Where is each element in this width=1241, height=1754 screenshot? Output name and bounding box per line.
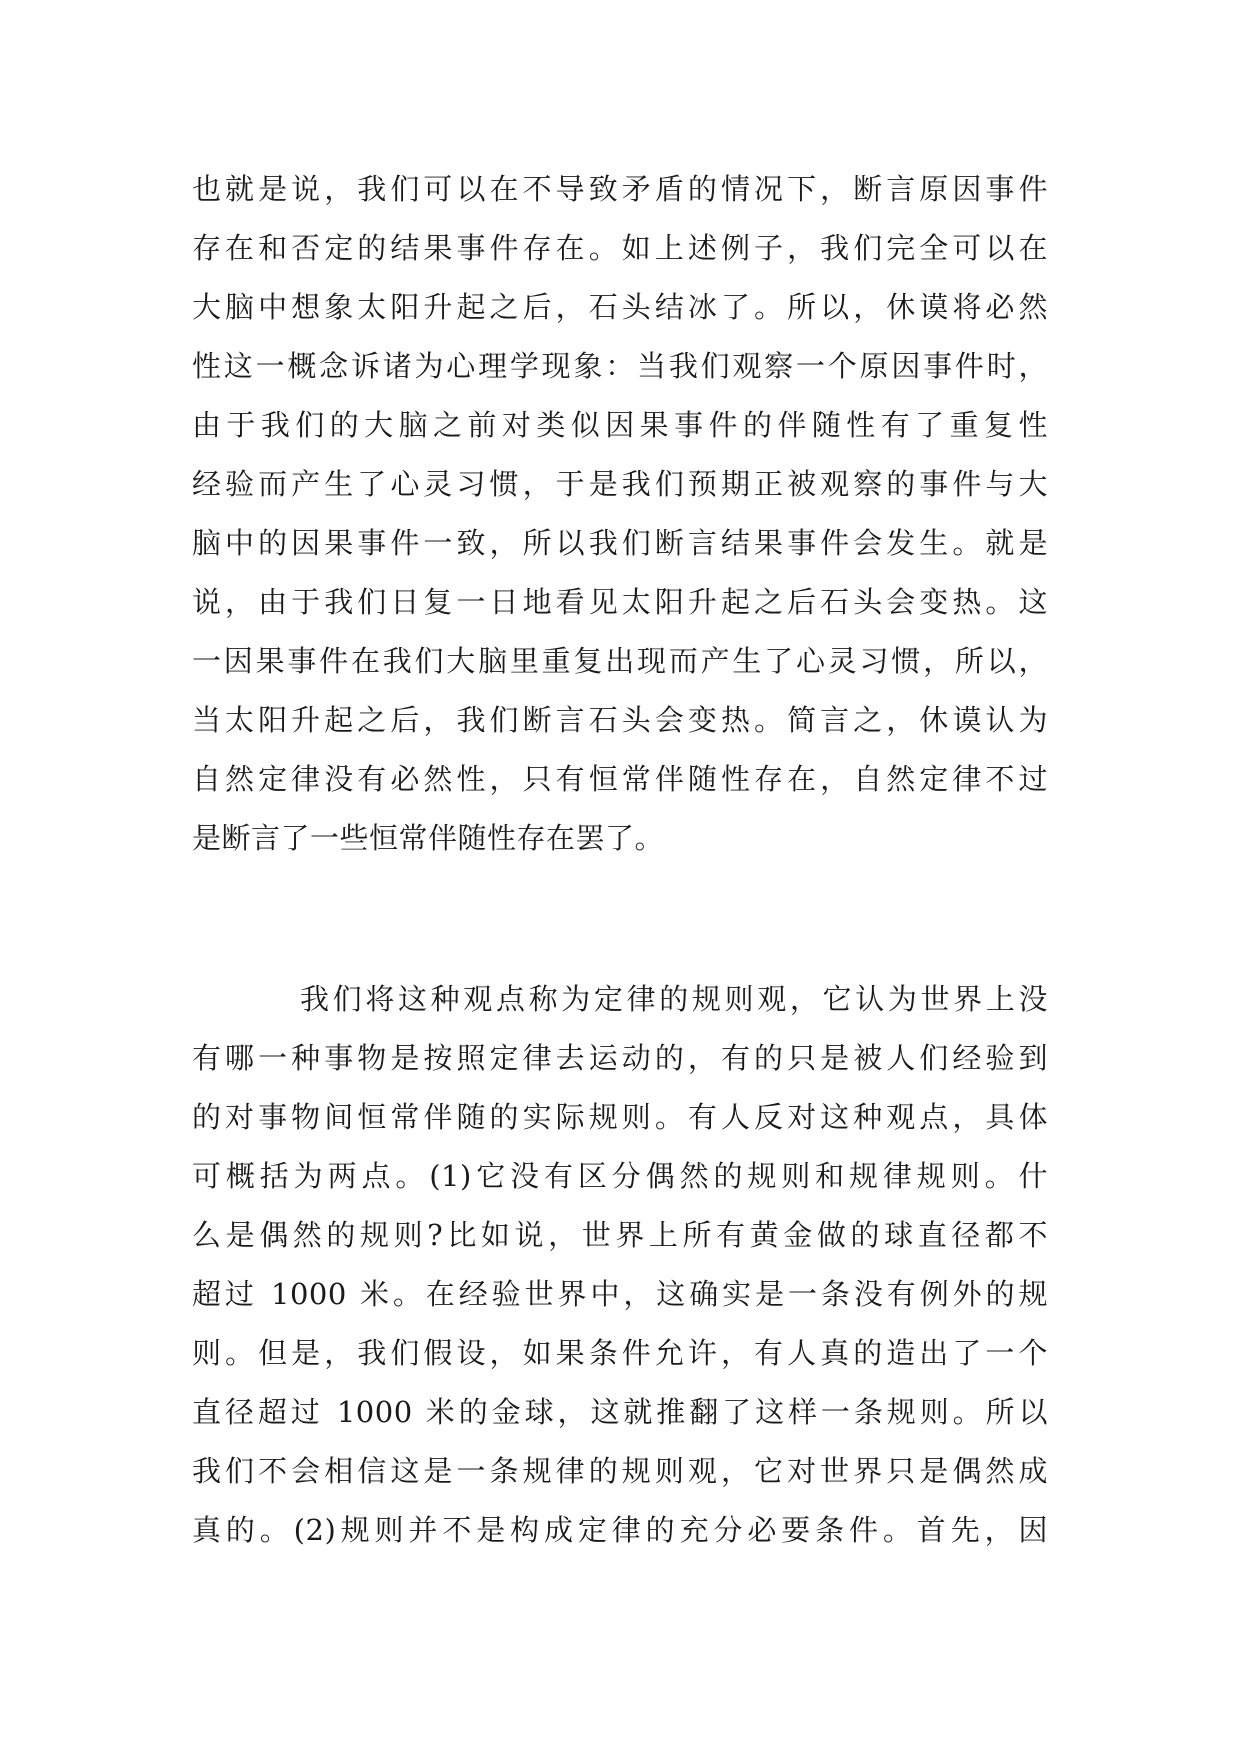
paragraph-2 <box>192 970 1048 1560</box>
text-line: 有哪一种事物是按照定律去运动的，有的只是被人们经验到 <box>192 1041 1048 1075</box>
text-line: 直径超过 1000 米的金球，这就推翻了这样一条规则。所以 <box>192 1395 1048 1429</box>
text-line: 是断言了一些恒常伴随性存在罢了。 <box>192 821 665 855</box>
paragraph-1 <box>192 160 1048 868</box>
text-line: 自然定律没有必然性，只有恒常伴随性存在，自然定律不过 <box>192 762 1048 796</box>
text-line: 我们将这种观点称为定律的规则观，它认为世界上没 <box>300 982 1048 1016</box>
text-line: 大脑中想象太阳升起之后，石头结冰了。所以，休谟将必然 <box>192 290 1048 324</box>
text-line: 可概括为两点。(1)它没有区分偶然的规则和规律规则。什 <box>192 1159 1048 1193</box>
text-line: 的对事物间恒常伴随的实际规则。有人反对这种观点，具体 <box>192 1100 1048 1134</box>
text-line: 由于我们的大脑之前对类似因果事件的伴随性有了重复性 <box>192 408 1048 442</box>
text-line: 么是偶然的规则?比如说，世界上所有黄金做的球直径都不 <box>192 1218 1048 1252</box>
text-line: 当太阳升起之后，我们断言石头会变热。简言之，休谟认为 <box>192 703 1048 737</box>
text-line: 则。但是，我们假设，如果条件允许，有人真的造出了一个 <box>192 1336 1048 1370</box>
text-line: 经验而产生了心灵习惯，于是我们预期正被观察的事件与大 <box>192 467 1048 501</box>
text-line: 存在和否定的结果事件存在。如上述例子，我们完全可以在 <box>192 231 1048 265</box>
text-line: 脑中的因果事件一致，所以我们断言结果事件会发生。就是 <box>192 526 1048 560</box>
text-line: 性这一概念诉诸为心理学现象：当我们观察一个原因事件时， <box>192 349 1048 383</box>
text-line: 超过 1000 米。在经验世界中，这确实是一条没有例外的规 <box>192 1277 1048 1311</box>
text-line: 也就是说，我们可以在不导致矛盾的情况下，断言原因事件 <box>192 172 1048 206</box>
text-line: 一因果事件在我们大脑里重复出现而产生了心灵习惯，所以， <box>192 644 1048 678</box>
text-line: 我们不会相信这是一条规律的规则观，它对世界只是偶然成 <box>192 1454 1048 1488</box>
text-line: 真的。(2)规则并不是构成定律的充分必要条件。首先，因 <box>192 1513 1048 1547</box>
text-line: 说，由于我们日复一日地看见太阳升起之后石头会变热。这 <box>192 585 1048 619</box>
